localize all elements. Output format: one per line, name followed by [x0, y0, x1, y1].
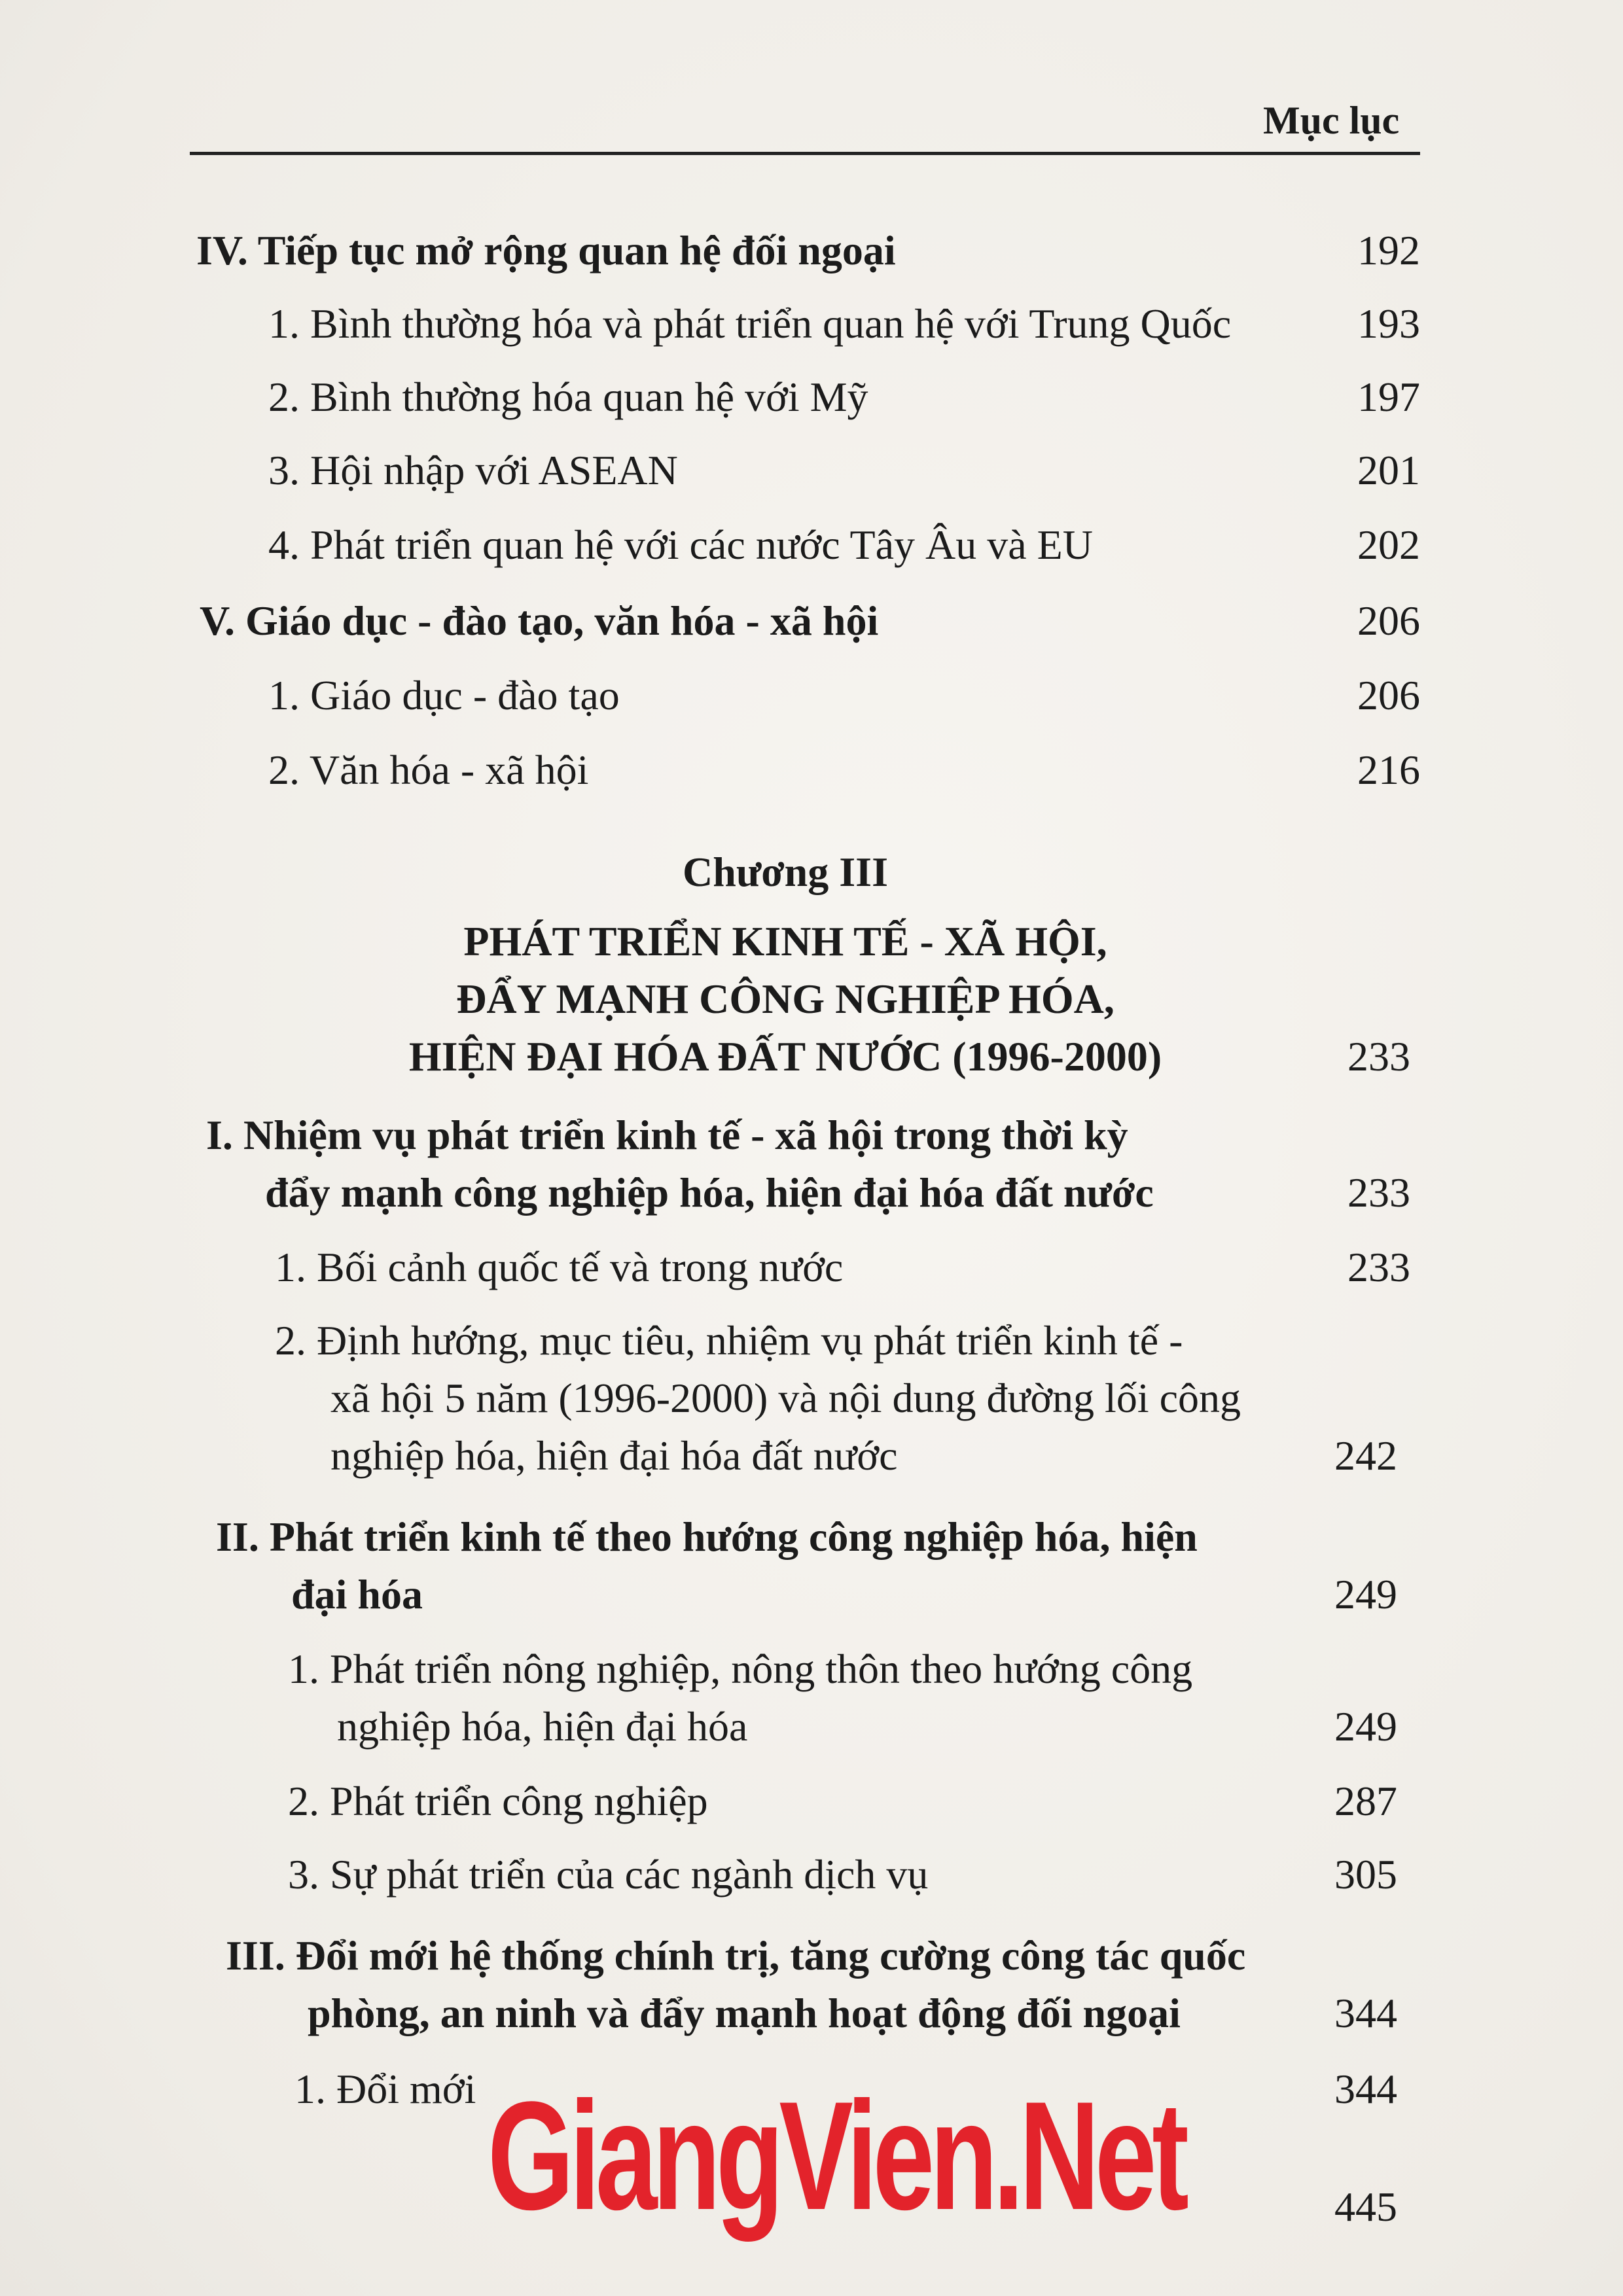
toc-entry-line-3: nghiệp hóa, hiện đại hóa đất nước — [330, 1432, 898, 1479]
toc-entry-section-iv: IV. Tiếp tục mở rộng quan hệ đối ngoại — [196, 227, 896, 274]
toc-entry: 1. Giáo dục - đào tạo — [268, 672, 620, 718]
chapter-title-line-2: ĐẨY MẠNH CÔNG NGHIỆP HÓA, — [456, 976, 1115, 1022]
toc-entry-page: 287 — [1334, 1778, 1397, 1824]
toc-entry-page: 197 — [1357, 374, 1420, 420]
running-header-title: Mục lục — [1263, 99, 1400, 142]
toc-entry-line-2: xã hội 5 năm (1996-2000) và nội dung đường lối công — [330, 1375, 1241, 1421]
toc-section-ii-line-1: II. Phát triển kinh tế theo hướng công nghiệp hóa, hiện — [216, 1513, 1198, 1560]
toc-entry-page: 233 — [1347, 1169, 1410, 1216]
toc-entry: 2. Phát triển công nghiệp — [288, 1778, 708, 1824]
toc-section-i-line-2: đẩy mạnh công nghiệp hóa, hiện đại hóa đất nước — [265, 1169, 1154, 1216]
toc-entry: 1. Bình thường hóa và phát triển quan hệ với Trung Quốc — [268, 300, 1232, 347]
toc-entry-page: 242 — [1334, 1432, 1397, 1479]
toc-entry-page: 344 — [1334, 2066, 1397, 2112]
toc-entry-page: 249 — [1334, 1571, 1397, 1617]
toc-entry: 1. Đổi mới — [294, 2066, 476, 2112]
toc-entry-page: 206 — [1357, 672, 1420, 718]
toc-entry-page: 206 — [1357, 597, 1420, 644]
watermark-logo: GiangVien.Net — [488, 2070, 1185, 2242]
toc-entry-page: 344 — [1334, 1990, 1397, 2036]
chapter-page: 233 — [1347, 1033, 1410, 1080]
toc-entry-line-1: 2. Định hướng, mục tiêu, nhiệm vụ phát triển kinh tế - — [275, 1317, 1183, 1364]
toc-entry: 2. Văn hóa - xã hội — [268, 747, 589, 793]
toc-entry: 1. Bối cảnh quốc tế và trong nước — [275, 1244, 844, 1290]
toc-section-ii-line-2: đại hóa — [291, 1571, 423, 1617]
chapter-title-line-3: HIỆN ĐẠI HÓA ĐẤT NƯỚC (1996-2000) — [408, 1033, 1162, 1080]
toc-entry-page: 233 — [1347, 1244, 1410, 1290]
toc-entry-page: 201 — [1357, 447, 1420, 493]
toc-entry: 3. Sự phát triển của các ngành dịch vụ — [288, 1851, 929, 1898]
toc-entry-page: 193 — [1357, 300, 1420, 347]
chapter-label: Chương III — [683, 849, 888, 895]
toc-entry-page: 249 — [1334, 1703, 1397, 1750]
toc-entry: 4. Phát triển quan hệ với các nước Tây Âu và EU — [268, 521, 1093, 568]
toc-entry-page: 216 — [1357, 747, 1420, 793]
toc-entry-section-v: V. Giáo dục - đào tạo, văn hóa - xã hội — [200, 597, 879, 644]
toc-entry: 2. Bình thường hóa quan hệ với Mỹ — [268, 374, 868, 420]
toc-entry-page: 305 — [1334, 1851, 1397, 1898]
toc-section-iii-line-2: phòng, an ninh và đẩy mạnh hoạt động đối ngoại — [308, 1990, 1181, 2036]
toc-entry-line-2: nghiệp hóa, hiện đại hóa — [337, 1703, 748, 1750]
header-rule — [190, 152, 1420, 155]
toc-entry-page: 192 — [1357, 227, 1420, 274]
toc-entry: 3. Hội nhập với ASEAN — [268, 447, 678, 493]
toc-section-iii-line-1: III. Đổi mới hệ thống chính trị, tăng cường công tác quốc — [226, 1932, 1246, 1979]
chapter-title-line-1: PHÁT TRIỂN KINH TẾ - XÃ HỘI, — [463, 918, 1107, 964]
toc-entry-page: 202 — [1357, 521, 1420, 568]
footer-page-number: 445 — [1334, 2183, 1397, 2230]
toc-section-i-line-1: I. Nhiệm vụ phát triển kinh tế - xã hội trong thời kỳ — [206, 1112, 1128, 1158]
toc-entry-line-1: 1. Phát triển nông nghiệp, nông thôn theo hướng công — [288, 1646, 1193, 1692]
